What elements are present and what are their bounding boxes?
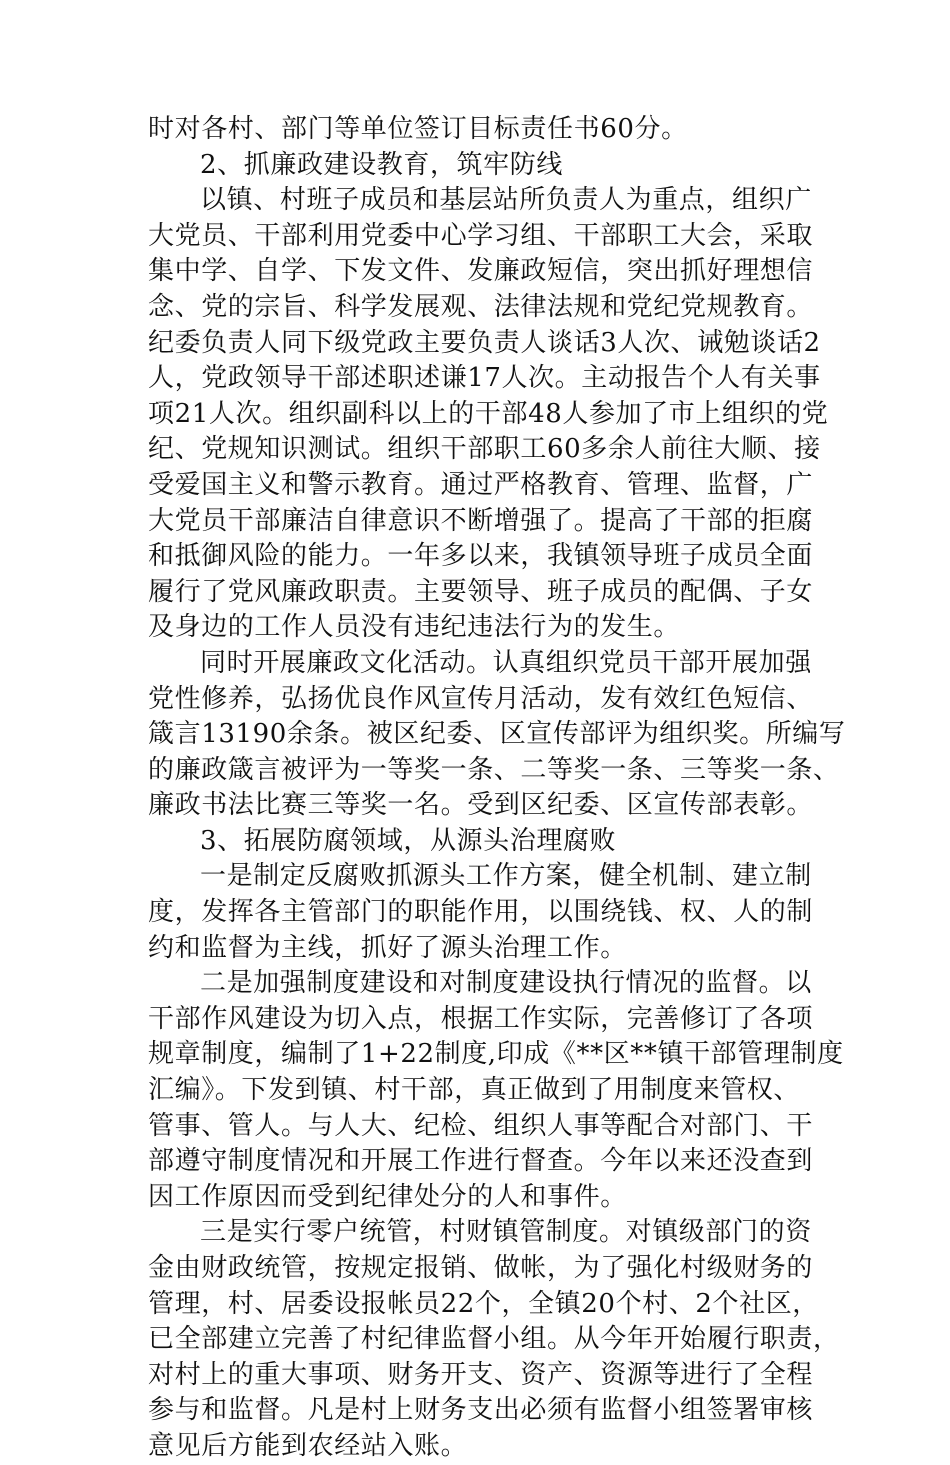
text-line: 参与和监督。凡是村上财务支出必须有监督小组签署审核 — [148, 1395, 814, 1426]
document-body — [148, 112, 846, 1465]
text-line: 念、党的宗旨、科学发展观、法律法规和党纪党规教育。 — [148, 291, 814, 322]
text-line: 大党员、干部利用党委中心学习组、干部职工大会，采取 — [148, 220, 814, 251]
text-line: 三是实行零户统管，村财镇管制度。对镇级部门的资 — [200, 1217, 812, 1248]
text-line: 2、抓廉政建设教育，筑牢防线 — [200, 149, 563, 180]
text-line: 金由财政统管，按规定报销、做帐，为了强化村级财务的 — [148, 1253, 814, 1283]
text-line: 汇编》。下发到镇、村干部，真正做到了用制度来管权、 — [148, 1075, 801, 1106]
text-line: 受爱国主义和警示教育。通过严格教育、管理、监督，广 — [148, 469, 814, 500]
text-line: 时对各村、部门等单位签订目标责任书60分。 — [148, 114, 688, 144]
text-line: 廉政书法比赛三等奖一名。受到区纪委、区宣传部表彰。 — [148, 790, 814, 821]
text-line: 管理，村、居委设报帐员22个，全镇20个村、2个社区， — [148, 1288, 819, 1319]
text-line: 因工作原因而受到纪律处分的人和事件。 — [148, 1181, 627, 1212]
text-line: 度，发挥各主管部门的职能作用，以围绕钱、权、人的制 — [148, 897, 814, 928]
text-line: 部遵守制度情况和开展工作进行督查。今年以来还没查到 — [148, 1146, 814, 1177]
text-line: 约和监督为主线，抓好了源头治理工作。 — [148, 932, 627, 963]
text-line: 纪、党规知识测试。组织干部职工60多余人前往大顺、接 — [148, 434, 821, 465]
text-line: 和抵御风险的能力。一年多以来，我镇领导班子成员全面 — [148, 541, 814, 572]
text-line: 以镇、村班子成员和基层站所负责人为重点，组织广 — [200, 185, 812, 216]
text-line: 履行了党风廉政职责。主要领导、班子成员的配偶、子女 — [148, 576, 814, 607]
text-line: 意见后方能到农经站入账。 — [148, 1430, 468, 1461]
text-line: 同时开展廉政文化活动。认真组织党员干部开展加强 — [200, 647, 812, 678]
text-line: 一是制定反腐败抓源头工作方案，健全机制、建立制 — [200, 861, 812, 892]
text-line: 对村上的重大事项、财务开支、资产、资源等进行了全程 — [148, 1359, 814, 1390]
text-line: 项21人次。组织副科以上的干部48人参加了市上组织的党 — [148, 398, 829, 429]
text-line: 人，党政领导干部述职述谦17人次。主动报告个人有关事 — [148, 363, 821, 394]
text-line: 集中学、自学、下发文件、发廉政短信，突出抓好理想信 — [148, 256, 814, 287]
text-line: 党性修养，弘扬优良作风宣传月活动，发有效红色短信、 — [148, 683, 814, 714]
text-line: 规章制度，编制了1+22制度,印成《**区**镇干部管理制度 — [148, 1039, 844, 1070]
text-line: 管事、管人。与人大、纪检、组织人事等配合对部门、干 — [148, 1110, 814, 1141]
text-line: 大党员干部廉洁自律意识不断增强了。提高了干部的拒腐 — [148, 505, 814, 536]
text-line: 3、拓展防腐领域，从源头治理腐败 — [200, 825, 617, 856]
text-line: 的廉政箴言被评为一等奖一条、二等奖一条、三等奖一条、 — [148, 754, 840, 785]
text-line: 二是加强制度建设和对制度建设执行情况的监督。以 — [200, 968, 812, 999]
text-line: 及身边的工作人员没有违纪违法行为的发生。 — [148, 612, 681, 643]
text-line: 箴言13190余条。被区纪委、区宣传部评为组织奖。所编写 — [148, 719, 846, 750]
text-line: 纪委负责人同下级党政主要负责人谈话3人次、诫勉谈话2 — [148, 327, 821, 358]
text-line: 已全部建立完善了村纪律监督小组。从今年开始履行职责， — [148, 1324, 840, 1355]
text-line: 干部作风建设为切入点，根据工作实际，完善修订了各项 — [148, 1003, 814, 1034]
